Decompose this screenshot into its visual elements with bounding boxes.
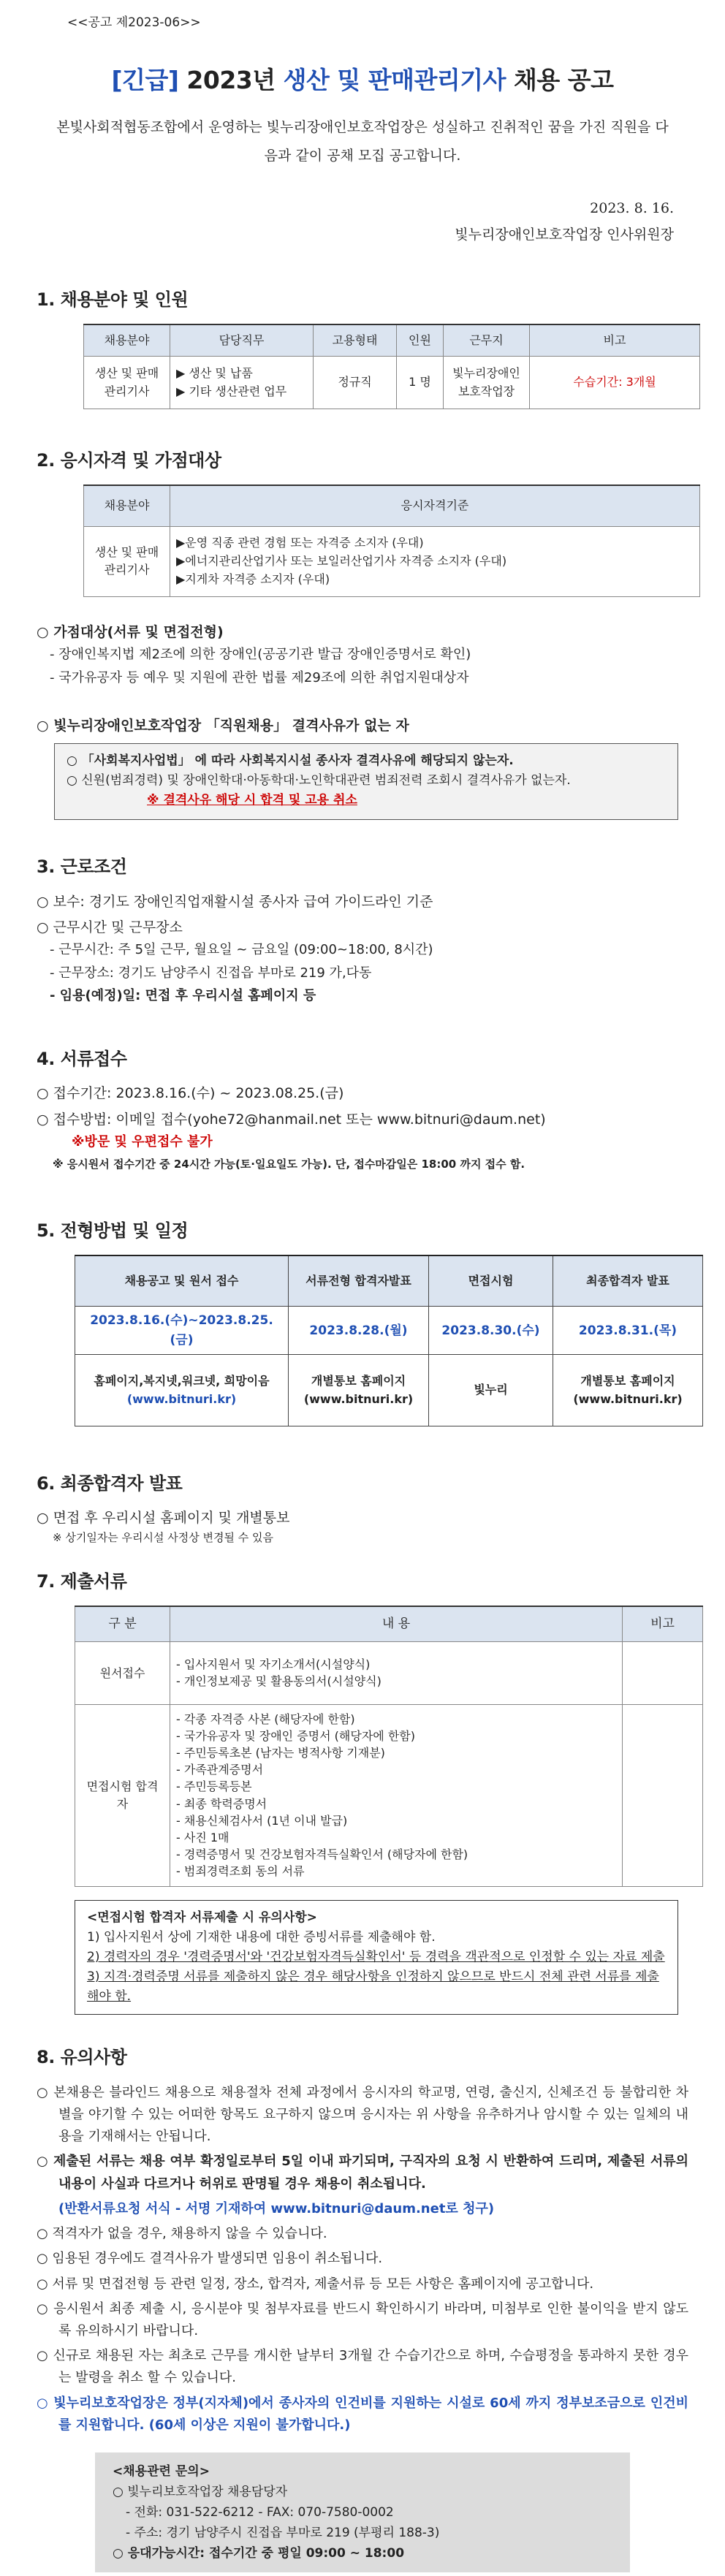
caution-paragraph: ○ 적격자가 없을 경우, 채용하지 않을 수 있습니다. [37,2226,327,2242]
deadline-note: ※ 응시원서 접수기간 중 24시간 가능(토·일요일도 가능). 단, 접수마감일은 18:00 까지 접수 함. [53,1158,525,1171]
section-heading: 3. 근로조건 [37,856,127,878]
criteria-cell [170,526,700,596]
schedule-date: 2023.8.30.(수) [429,1307,553,1355]
issue-date: 2023. 8. 16. [590,200,674,217]
schedule-media [429,1355,553,1426]
media-text: 개별통보 홈페이지 [311,1373,406,1388]
media-url: (www.bitnuri.kr) [126,1391,237,1406]
table-row [84,526,700,596]
schedule-date: 2023.8.28.(월) [289,1307,429,1355]
section-heading: 8. 유의사항 [37,2047,127,2068]
caution-title: <면접시험 합격자 서류제출 시 유의사항> [87,1910,317,1925]
schedule-media [553,1355,703,1426]
table-row [75,1307,703,1355]
doc-note [623,1641,703,1704]
contact-address: - 주소: 경기 남양주시 진접읍 부마로 219 (부평리 188-3) [126,2526,440,2541]
field-cell: 생산 및 판매 관리기사 [84,526,170,596]
table-header: 구 분 [75,1606,170,1641]
place-cell: 빛누리장애인 보호작업장 [444,357,530,409]
issuer: 빛누리장애인보호작업장 인사위원장 [455,227,674,243]
intro-text: 본빛사회적협동조합에서 운영하는 빛누리장애인보호작업장은 성실하고 진취적인 꿈을 가진 직원을 다음과 같이 공채 모집 공고합니다. [56,119,669,164]
criteria-item: ▶에너지관리산업기사 또는 보일러산업기사 자격증 소지자 (우대) [176,554,507,569]
doc-item: - 경력증명서 및 건강보험자격득실확인서 (해당자에 한함) [176,1847,468,1862]
table-header-row [75,1255,703,1307]
hours-title: ○ 근무시간 및 근무장소 [37,919,183,935]
table-header: 면접시험 [429,1255,553,1307]
bonus-item: - 장애인복지법 제2조에 의한 장애인(공공기관 발급 장애인증명서로 확인) [50,647,471,663]
visit-note: ※방문 및 우편접수 불가 [72,1133,213,1150]
caution-item: 2) 경력자의 경우 '경력증명서'와 '건강보험자격득실확인서' 등 경력을 객관적으로 인정할 수 있는 자료 제출 [87,1949,665,1964]
caution-item: 1) 입사지원서 상에 기재한 내용에 대한 증빙서류를 제출해야 함. [87,1929,436,1945]
table-row [75,1641,703,1704]
section-heading: 4. 서류접수 [37,1048,127,1069]
caution-box [75,1900,678,2015]
title-suffix: 채용 공고 [506,66,614,95]
doc-item: - 주민등록초본 (남자는 병적사항 기재분) [176,1746,385,1760]
title-urgent: [긴급] [111,66,187,95]
doc-item: - 범죄경력조회 동의 서류 [176,1864,305,1879]
contact-title: <채용관련 문의> [113,2464,210,2480]
caution-paragraph: ○ 신규로 채용된 자는 최초로 근무를 개시한 날부터 3개월 간 수습기간으로 하며, 수습평정을 통과하지 못한 경우는 발령을 취소 할 수 있습니다. [37,2348,688,2386]
contact-box [95,2452,630,2572]
caution-paragraph: ○ 서류 및 면접전형 등 관련 일정, 장소, 합격자, 제출서류 등 모든 사항은 홈페이지에 공고합니다. [37,2276,594,2292]
doc-item: - 최종 학력증명서 [176,1796,267,1811]
place-line: - 근무장소: 경기도 남양주시 진접읍 부마로 219 가,다동 [50,965,372,981]
media-url: (www.bitnuri.kr) [573,1391,683,1406]
type-cell: 정규직 [314,357,397,409]
media-text: 홈페이지,복지넷,워크넷, 희망이음 [94,1373,270,1388]
box-line: ○ 신원(범죄경력) 및 장애인학대·아동학대·노인학대관련 범죄전력 조회시 결격사유가 없는자. [67,772,571,788]
doc-note [623,1704,703,1886]
table-row [75,1704,703,1886]
doc-item: - 국가유공자 및 장애인 증명서 (해당자에 한함) [176,1728,415,1743]
field-cell: 생산 및 판매관리기사 [84,357,170,409]
age-support-note: ○ 빛누리보호작업장은 정부(지자체)에서 종사자의 인건비를 지원하는 시설로 60세 까지 정부보조금으로 인건비를 지원합니다. (60세 이상은 지원이 불가합니다.) [37,2395,688,2433]
doc-item: - 각종 자격증 사본 (해당자에 한함) [176,1711,355,1726]
schedule-media [75,1355,289,1426]
bonus-title: ○ 가점대상(서류 및 면접전형) [37,623,224,640]
caution-paragraph: ○ 임용된 경우에도 결격사유가 발생되면 임용이 취소됩니다. [37,2251,383,2267]
doc-item: - 주민등록등본 [176,1779,252,1794]
duty-item: ▶ 기타 생산관련 업무 [176,384,287,398]
qualification-table [83,485,700,597]
final-announce-note: ※ 상기일자는 우리시설 사정상 변경될 수 있음 [53,1530,273,1544]
schedule-date: 2023.8.16.(수)~2023.8.25.(금) [75,1307,289,1355]
final-announce-line: ○ 면접 후 우리시설 홈페이지 및 개별통보 [37,1510,290,1527]
table-header: 최종합격자 발표 [553,1255,703,1307]
schedule-date: 2023.8.31.(목) [553,1307,703,1355]
caution-paragraph: ○ 본채용은 블라인드 채용으로 채용절차 전체 과정에서 응시자의 학교명, 연령, 출신지, 신체조건 등 불합리한 차별을 야기할 수 있는 어떠한 항목도 요구하지 않으며 응시자는 위 사항을 유추하거나 암시할 수 있는 일체의 내용을 기재해서는 안됩니다. [37,2084,688,2145]
table-header: 서류전형 합격자발표 [289,1255,429,1307]
table-header: 응시자격기준 [170,485,700,526]
doc-item: - 입사지원서 및 자기소개서(시설양식) [176,1657,371,1671]
page-title [37,61,688,99]
table-row [75,1355,703,1426]
bonus-item: - 국가유공자 등 예우 및 지원에 관한 법률 제29조에 의한 취업지원대상자 [50,669,469,685]
table-header: 비고 [623,1606,703,1641]
table-header: 내 용 [170,1606,623,1641]
count-cell: 1 명 [397,357,444,409]
table-header: 고용형태 [314,324,397,357]
table-header: 채용공고 및 원서 접수 [75,1255,289,1307]
caution-paragraph: ○ 응시원서 최종 제출 시, 응시분야 및 첨부자료를 반드시 확인하시기 바라며, 미첨부로 인한 불이익을 받지 않도록 유의하시기 바랍니다. [37,2300,688,2339]
section-heading: 2. 응시자격 및 가점대상 [37,450,221,471]
return-request-note: (반환서류요청 서식 - 서명 기재하여 www.bitnuri@daum.net로 청구) [58,2200,495,2216]
table-header-row [84,485,700,526]
title-position: 생산 및 판매관리기사 [283,66,506,95]
caution-item: 3) 지격·경력증명 서류를 제출하지 않은 경우 해당사항을 인정하지 않으므로 반드시 전체 관련 서류를 제출해야 함. [87,1969,659,2005]
section-heading: 7. 제출서류 [37,1570,127,1592]
period-line: ○ 접수기간: 2023.8.16.(수) ~ 2023.08.25.(금) [37,1085,344,1102]
table-header: 담당직무 [170,324,314,357]
section-heading: 6. 최종합격자 발표 [37,1473,183,1494]
table-row [84,357,700,409]
table-header-row [84,324,700,357]
duty-item: ▶ 생산 및 납품 [176,365,253,380]
doc-list [170,1704,623,1886]
issue-block [37,195,688,248]
media-url: (www.bitnuri.kr) [303,1391,414,1406]
schedule-media [289,1355,429,1426]
table-header: 비고 [530,324,700,357]
duties-cell [170,357,314,409]
title-year: 2023년 [186,66,284,95]
table-header: 채용분야 [84,324,170,357]
note-cell: 수습기간: 3개월 [530,357,700,409]
box-warning: ※ 결격사유 해당 시 합격 및 고용 취소 [147,793,357,808]
section-heading: 5. 전형방법 및 일정 [37,1220,189,1241]
doc-label: 원서접수 [75,1641,170,1704]
contact-phone: - 전화: 031-522-6212 - FAX: 070-7580-0002 [126,2505,394,2520]
doc-item: - 개인정보제공 및 활용동의서(시설양식) [176,1674,382,1689]
recruit-field-table [83,324,700,410]
criteria-item: ▶운영 직종 관련 경험 또는 자격증 소지자 (우대) [176,536,424,550]
appoint-line: - 임용(예정)일: 면접 후 우리시설 홈페이지 등 [50,988,316,1004]
doc-label: 면접시험 합격자 [75,1704,170,1886]
table-header: 채용분야 [84,485,170,526]
pay-line: ○ 보수: 경기도 장애인직업재활시설 종사자 급여 가이드라인 기준 [37,893,433,910]
disqualification-title: ○ 빛누리장애인보호작업장 「직원채용」 결격사유가 없는 자 [37,718,409,734]
doc-item: - 사진 1매 [176,1830,229,1844]
contact-org: ○ 빛누리보호작업장 채용담당자 [113,2485,288,2500]
table-header: 근무지 [444,324,530,357]
table-header: 인원 [397,324,444,357]
table-header-row [75,1606,703,1641]
schedule-table [75,1255,703,1426]
doc-list [170,1641,623,1704]
documents-table [75,1606,703,1886]
media-text: 개별통보 홈페이지 [580,1373,675,1388]
caution-paragraph: ○ 제출된 서류는 채용 여부 확정일로부터 5일 이내 파기되며, 구직자의 요청 시 반환하여 드리며, 제출된 서류의 내용이 사실과 다르거나 허위로 판명될 경우 채용이 취소됩니다. [37,2154,688,2192]
box-line: ○ 「사회복지사업법」 에 따라 사회복지시설 종사자 결격사유에 해당되지 않는자. [67,753,514,768]
disqualification-box [54,743,678,821]
section-heading: 1. 채용분야 및 인원 [37,289,189,310]
method-line: ○ 접수방법: 이메일 접수(yohe72@hanmail.net 또는 www.bitnuri@daum.net) [37,1111,546,1128]
notice-number: <<공고 제2023-06>> [67,15,201,30]
doc-item: - 채용신체검사서 (1년 이내 발급) [176,1813,348,1828]
hours-line: - 근무시간: 주 5일 근무, 월요일 ~ 금요일 (09:00~18:00, 8시간) [50,942,433,958]
doc-item: - 가족관계증명서 [176,1763,264,1777]
criteria-item: ▶지게차 자격증 소지자 (우대) [176,571,330,586]
contact-hours: ○ 응대가능시간: 접수기간 중 평일 09:00 ~ 18:00 [113,2546,405,2561]
media-text: 빛누리 [474,1383,508,1397]
